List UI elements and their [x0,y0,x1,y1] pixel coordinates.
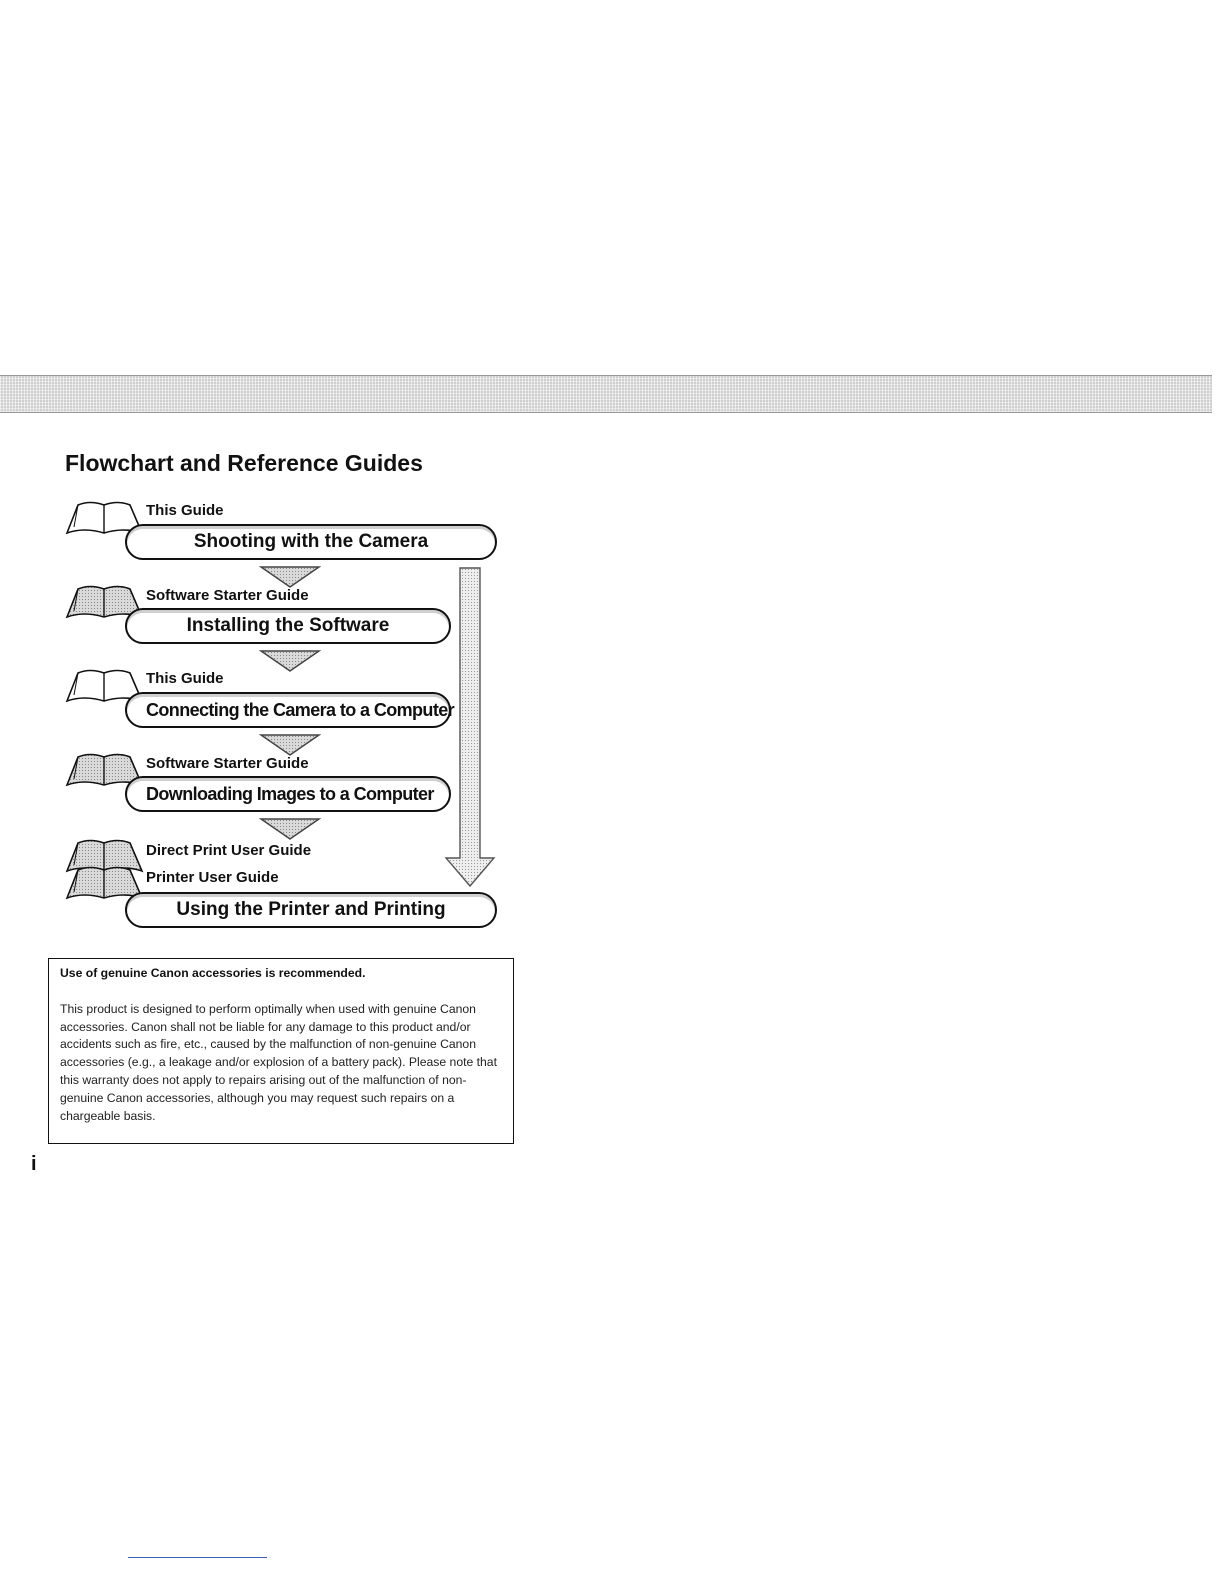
header-band [0,375,1212,413]
flow-step-downloading: Downloading Images to a Computer [125,776,451,812]
notice-title: Use of genuine Canon accessories is recommended. [60,966,366,980]
page-number: i [31,1153,37,1175]
guide-label: This Guide [146,670,224,687]
guide-label: Printer User Guide [146,869,279,886]
notice-box [48,958,514,1144]
guide-label: Software Starter Guide [146,587,309,604]
page-title: Flowchart and Reference Guides [65,450,423,476]
long-down-arrow-icon [444,566,496,888]
flow-step-printing: Using the Printer and Printing [125,892,497,928]
down-arrow-icon [259,733,321,757]
footer-rule [128,1557,267,1558]
down-arrow-icon [259,649,321,673]
flow-step-shooting: Shooting with the Camera [125,524,497,560]
flow-step-connecting: Connecting the Camera to a Computer [125,692,451,728]
notice-body: This product is designed to perform optimally when used with genuine Canon accessories. Canon shall not be liable for any damage to this product and/or accidents such as fire, etc., caused by the malfunction of non-genuine Canon accessories (e.g., a leakage and/or explosion of a battery pack). Please note that this warranty does not apply to repairs arising out of the malfunction of non-genuine Canon accessories, although you may request such repairs on a chargeable basis. [60,1001,497,1123]
guide-label: This Guide [146,502,224,519]
flow-step-installing: Installing the Software [125,608,451,644]
down-arrow-icon [259,817,321,841]
guide-label: Software Starter Guide [146,755,309,772]
guide-label: Direct Print User Guide [146,842,312,859]
down-arrow-icon [259,565,321,589]
